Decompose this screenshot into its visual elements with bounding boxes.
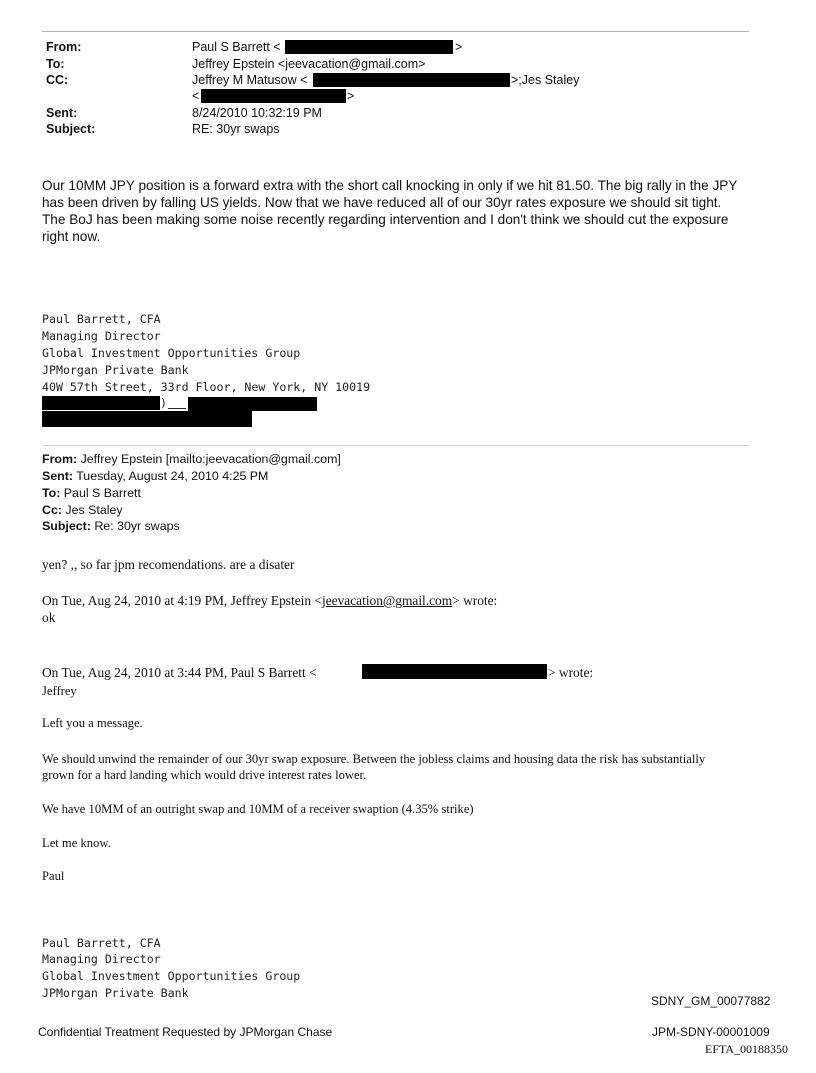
sent-label: Sent: (46, 106, 78, 120)
forward-cc-label: Cc: (42, 503, 62, 517)
forward-from-line (42, 451, 341, 468)
signature-group: Global Investment Opportunities Group (42, 969, 301, 983)
forward-from-label: From: (42, 452, 78, 466)
signature-name: Paul Barrett, CFA (42, 936, 161, 950)
subject-value: RE: 30yr swaps (192, 122, 280, 136)
paragraph: Let me know. (42, 836, 111, 850)
greeting: Jeffrey (42, 684, 77, 698)
signature-name: Paul Barrett, CFA (42, 312, 161, 326)
quote1-email-link[interactable]: jeevacation@gmail.com (321, 593, 453, 608)
redaction-box (313, 73, 510, 87)
paragraph: Paul (42, 869, 65, 883)
quote1-text: ok (42, 610, 56, 625)
forward-to-label: To: (42, 486, 61, 500)
quote1-header (42, 593, 497, 609)
top-divider (42, 31, 749, 32)
message-body: Our 10MM JPY position is a forward extra with the short call knocking in only if we hit 81.50. The big rally in the JPY has been driven by falling US yields. Now that we have reduced all of our 30yr rates exposure we should sit tight. The BoJ has been making some noise recently regarding intervention and I don't think we should cut the exposure right now. (42, 178, 738, 244)
forward-sent-value: Tuesday, August 24, 2010 4:25 PM (76, 469, 269, 483)
forward-sent-line (42, 468, 268, 485)
forward-to-value: Paul S Barrett (63, 486, 141, 500)
cc-name: Jeffrey M Matusow < (192, 73, 308, 87)
quote2-prefix: On Tue, Aug 24, 2010 at 3:44 PM, Paul S Barrett < (42, 665, 317, 680)
signature-title: Managing Director (42, 329, 161, 343)
paragraph: Left you a message. (42, 716, 143, 730)
forward-to-line (42, 485, 141, 502)
redaction-box (362, 664, 547, 679)
forward-subject-value: Re: 30yr swaps (94, 519, 180, 533)
redaction-box (188, 397, 317, 411)
redaction-box (42, 411, 252, 427)
cc-label: CC: (46, 73, 69, 87)
forward-cc-line (42, 502, 123, 519)
quote1-suffix: > wrote: (452, 593, 498, 608)
signature-address: 40W 57th Street, 33rd Floor, New York, NY 10019 (42, 380, 371, 394)
forward-subject-line (42, 518, 180, 535)
forward-subject-label: Subject: (42, 519, 91, 533)
cc-line2-start: < (192, 89, 200, 103)
bates-number: SDNY_GM_00077882 (651, 994, 771, 1008)
cc-end: >;Jes Staley (511, 73, 580, 87)
redaction-box (201, 89, 346, 103)
signature-phone-separator: ) (160, 396, 167, 410)
from-label: From: (46, 40, 82, 54)
paragraph: We have 10MM of an outright swap and 10MM of a receiver swaption (4.35% strike) (42, 802, 474, 816)
sent-value: 8/24/2010 10:32:19 PM (192, 106, 322, 120)
signature-underscore (168, 408, 186, 409)
forward-divider (42, 445, 749, 446)
signature-title: Managing Director (42, 952, 161, 966)
quote2-suffix: > wrote: (548, 665, 594, 680)
signature-group: Global Investment Opportunities Group (42, 346, 301, 360)
signature-bank: JPMorgan Private Bank (42, 363, 189, 377)
from-end: > (455, 40, 463, 54)
reply-line: yen? ,, so far jpm recomendations. are a disater (42, 557, 295, 572)
redaction-box (285, 40, 453, 54)
paragraph: We should unwind the remainder of our 30yr swap exposure. Between the jobless claims and housing data the risk has substantially grown for a hard landing which would drive interest rates lower. (42, 752, 706, 782)
quote1-prefix: On Tue, Aug 24, 2010 at 4:19 PM, Jeffrey Epstein < (42, 593, 322, 608)
forward-from-value: Jeffrey Epstein [mailto:jeevacation@gmail.com] (80, 452, 341, 466)
to-value: Jeffrey Epstein <jeevacation@gmail.com> (192, 57, 426, 71)
from-name: Paul S Barrett < (192, 40, 281, 54)
forward-sent-label: Sent: (42, 469, 73, 483)
efta-number: EFTA_00188350 (705, 1042, 789, 1056)
to-label: To: (46, 57, 65, 71)
redaction-box (42, 396, 160, 410)
bates-number-jpm: JPM-SDNY-00001009 (652, 1025, 770, 1039)
confidential-notice: Confidential Treatment Requested by JPMorgan Chase (38, 1025, 333, 1039)
forward-cc-value: Jes Staley (65, 503, 123, 517)
subject-label: Subject: (46, 122, 96, 136)
signature-bank: JPMorgan Private Bank (42, 986, 189, 1000)
cc-line2-end: > (347, 89, 355, 103)
